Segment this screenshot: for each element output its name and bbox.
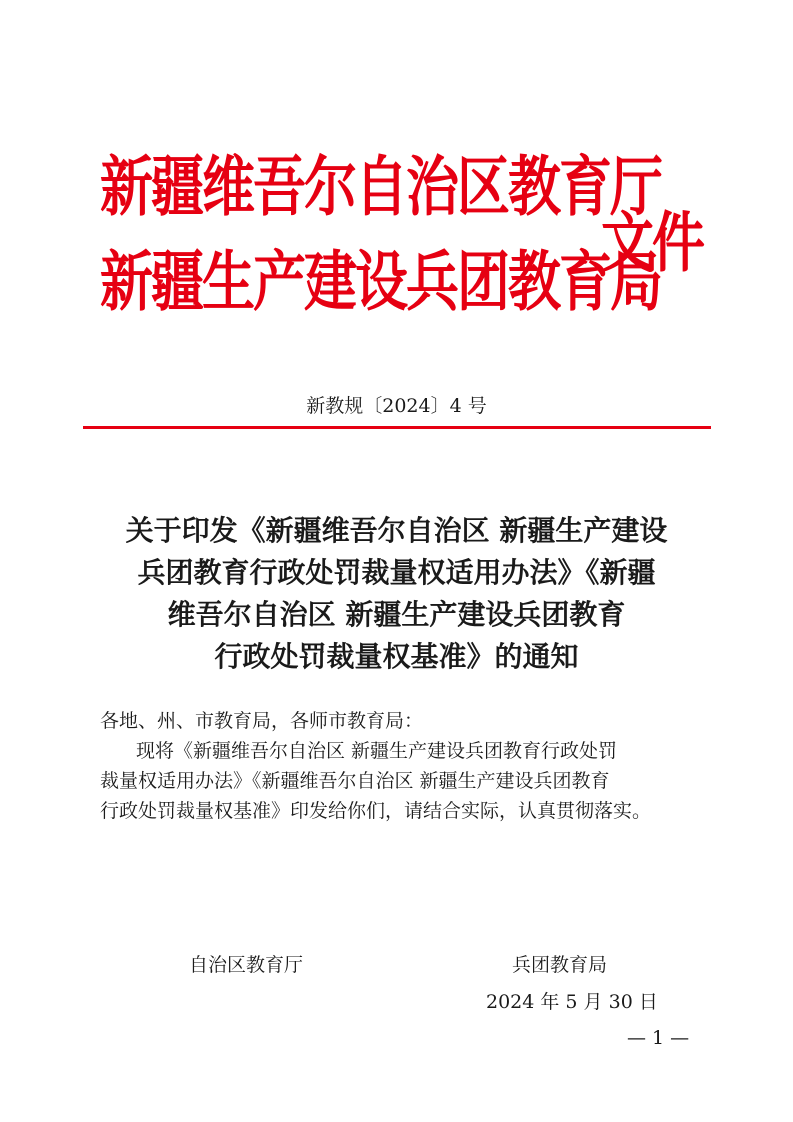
title-line: 关于印发《新疆维吾尔自治区 新疆生产建设	[125, 514, 668, 547]
title-line: 维吾尔自治区 新疆生产建设兵团教育	[167, 598, 626, 631]
document-number: 新教规〔2024〕4 号	[306, 395, 487, 417]
body-line: 裁量权适用办法》《新疆维吾尔自治区 新疆生产建设兵团教育	[100, 770, 610, 792]
issuer-name-2: 新疆生产建设兵团教育局	[100, 245, 661, 320]
body-line: 现将《新疆维吾尔自治区 新疆生产建设兵团教育行政处罚	[136, 740, 618, 762]
signature-date: 2024 年 5 月 30 日	[486, 991, 658, 1013]
notice-body	[100, 706, 700, 826]
title-line: 行政处罚裁量权基准》的通知	[214, 640, 579, 673]
salutation: 各地、州、市教育局，各师市教育局：	[100, 710, 424, 732]
signature-issuer-left: 自治区教育厅	[189, 954, 304, 976]
document-type: 文件	[601, 206, 703, 281]
page-number: — 1 —	[627, 1027, 690, 1049]
notice-title	[0, 510, 793, 678]
issuer-name-1: 新疆维吾尔自治区教育厅	[100, 150, 661, 225]
body-line: 行政处罚裁量权基准》印发给你们，请结合实际，认真贯彻落实。	[100, 800, 652, 822]
signature-issuer-right: 兵团教育局	[512, 954, 608, 976]
title-line: 兵团教育行政处罚裁量权适用办法》《新疆	[137, 556, 656, 589]
red-separator-line	[83, 426, 711, 429]
